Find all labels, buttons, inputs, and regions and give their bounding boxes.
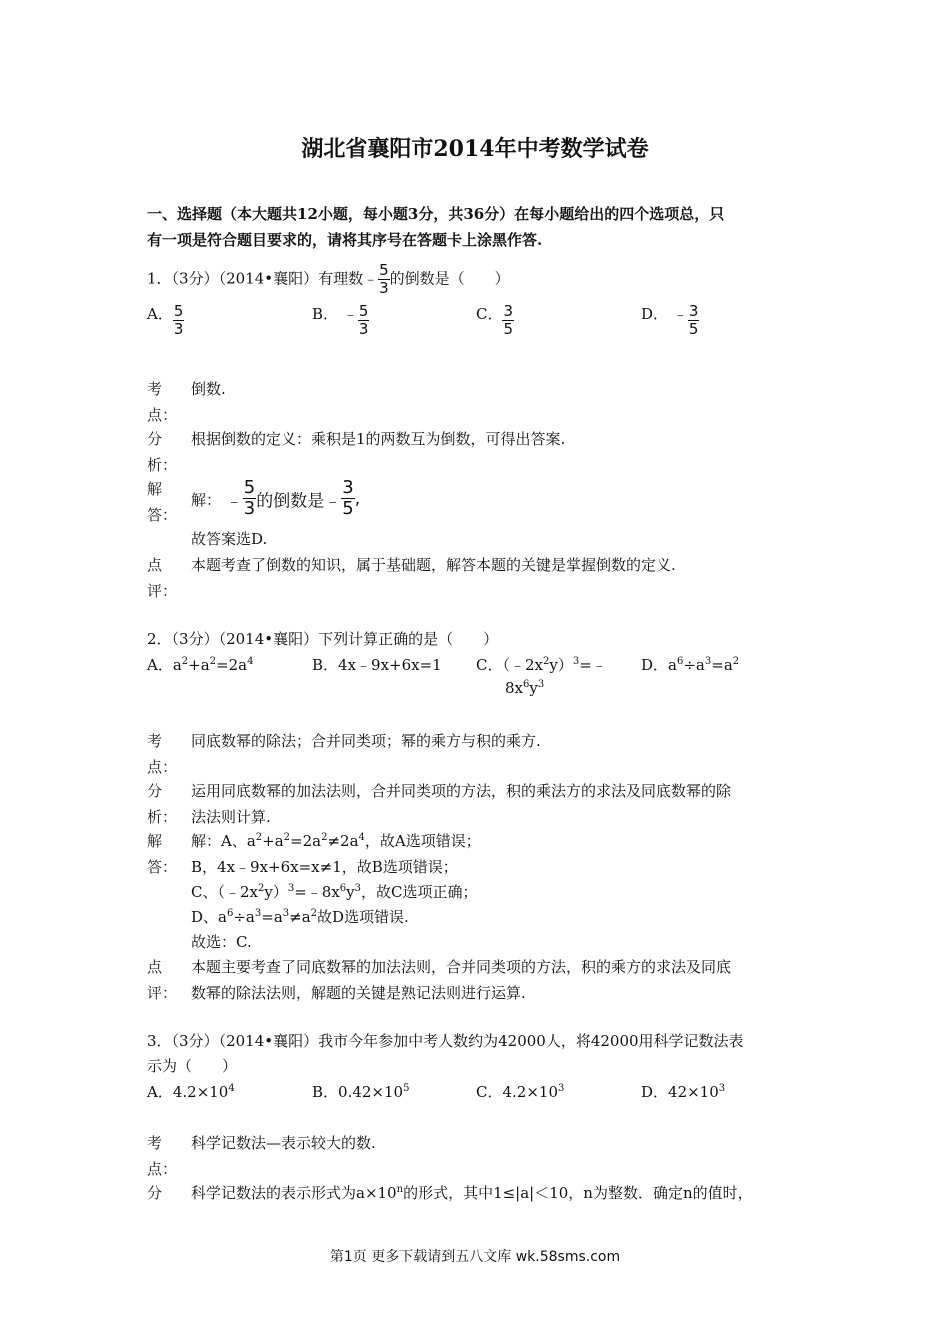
q3-option-d: D．$42\times 10^3$ — [641, 1083, 726, 1101]
page-title: 湖北省襄阳市2014年中考数学试卷 — [301, 136, 649, 162]
q1-option-a: A． $\frac{5}{3}$ — [147, 302, 184, 338]
q2-jieda-line5: 故选：C. — [191, 933, 252, 951]
q1-fenxi-label-2: 析： — [147, 456, 178, 474]
q3-fenxi-label: 分 — [147, 1184, 163, 1202]
q2-fenxi-text-2: 法法则计算. — [191, 808, 271, 826]
q1-fenxi-label: 分 — [147, 430, 163, 448]
q2-fenxi-label-2: 析： — [147, 808, 178, 826]
q1-dianping-label: 点 — [147, 556, 163, 574]
q1-stem-fraction: $\frac{5}{3}$ — [379, 261, 389, 297]
q1-option-d: D． ﹣ $\frac{3}{5}$ — [641, 302, 699, 338]
q2-fenxi-label: 分 — [147, 782, 163, 800]
q3-option-b: B．$0.42\times 10^5$ — [312, 1083, 410, 1101]
q1-fenxi-text: 根据倒数的定义：乘积是1的两数互为倒数，可得出答案. — [191, 430, 566, 448]
q2-stem: 2．（3分）（2014•襄阳）下列计算正确的是（ ） — [147, 630, 499, 648]
q1-option-c: C． $\frac{3}{5}$ — [476, 302, 514, 338]
q3-fenxi-text: 科学记数法的表示形式为$a\times 10^n$的形式，其中1≤|a|＜10，n为整数．确定n的值时， — [191, 1184, 753, 1202]
q2-jieda-line3: C、$(﹣2x^2y)^3=﹣8x^6y^3$，故C选项正确； — [191, 883, 478, 901]
q1-kaodian-text: 倒数. — [191, 380, 226, 398]
q2-dianping-label-2: 评： — [147, 984, 178, 1002]
q2-dianping-label: 点 — [147, 958, 163, 976]
q3-stem-1: 3．（3分）（2014•襄阳）我市今年参加中考人数约为42000人，将42000用科学记数法表 — [147, 1032, 744, 1050]
q2-jieda-label-2: 答： — [147, 858, 178, 876]
q1-jieda-label-2: 答： — [147, 506, 178, 524]
q2-kaodian-text: 同底数幂的除法；合并同类项；幂的乘方与积的乘方. — [191, 732, 541, 750]
q2-jieda-label: 解 — [147, 832, 163, 850]
q2-option-d: D．$a^6\div a^3=a^2$ — [641, 656, 740, 674]
q3-kaodian-text: 科学记数法—表示较大的数. — [191, 1134, 376, 1152]
q1-kaodian-label-2: 点： — [147, 406, 178, 424]
q1-jieda-line2: 故答案选D. — [191, 530, 268, 548]
q2-kaodian-label: 考 — [147, 732, 163, 750]
q1-jieda-formula: ﹣ $\frac{5}{3}$ 的倒数是﹣ $\frac{3}{5}$ , — [225, 477, 361, 519]
page-footer: 第1页 更多下载请到五八文库 wk.58sms.com — [329, 1249, 621, 1265]
q2-option-c-cont: $8x^6y^3$ — [505, 679, 545, 697]
q2-jieda-line4: D、$a^6\div a^3=a^3\ne a^2$故D选项错误. — [191, 908, 409, 926]
q1-option-b: B． ﹣ $\frac{5}{3}$ — [312, 302, 369, 338]
q1-dianping-label-2: 评： — [147, 582, 178, 600]
q3-option-a: A．$4.2\times 10^4$ — [147, 1083, 235, 1101]
q2-jieda-line2: B，4x﹣9x+6x=x≠1，故B选项错误； — [191, 858, 458, 876]
q3-option-c: C．$4.2\times 10^3$ — [476, 1083, 565, 1101]
q2-option-c: C．$(﹣2x^2y)^3=﹣$ — [476, 656, 607, 674]
q1-jieda-label: 解 — [147, 480, 163, 498]
section-heading-line1: 一、选择题（本大题共12小题，每小题3分，共36分）在每小题给出的四个选项总，只 — [147, 205, 725, 223]
q1-dianping-text: 本题考查了倒数的知识，属于基础题，解答本题的关键是掌握倒数的定义. — [191, 556, 676, 574]
q3-stem-2: 示为（ ） — [147, 1057, 238, 1075]
q2-kaodian-label-2: 点： — [147, 758, 178, 776]
q2-dianping-text-2: 数幂的除法法则，解题的关键是熟记法则进行运算. — [191, 984, 526, 1002]
q2-fenxi-text-1: 运用同底数幂的加法法则，合并同类项的方法，积的乘法方的求法及同底数幂的除 — [191, 782, 732, 800]
q1-stem: 1．（3分）（2014•襄阳）有理数﹣ $\frac{5}{3}$ 的倒数是（ ） — [147, 261, 510, 297]
q1-kaodian-label: 考 — [147, 380, 163, 398]
q2-dianping-text-1: 本题主要考查了同底数幂的加法法则，合并同类项的方法，积的乘方的求法及同底 — [191, 958, 732, 976]
q1-jieda-text: 解： ﹣ $\frac{5}{3}$ 的倒数是﹣ $\frac{3}{5}$ , — [191, 477, 361, 519]
q3-kaodian-label: 考 — [147, 1134, 163, 1152]
q2-option-a: A．$a^2+a^2=2a^4$ — [147, 656, 254, 674]
section-heading-line2: 有一项是符合题目要求的，请将其序号在答题卡上涂黑作答. — [147, 231, 543, 249]
q2-option-b: B．4x﹣9x+6x=1 — [312, 656, 442, 674]
q2-jieda-line1: 解：A、$a^2+a^2=2a^2\ne 2a^4$，故A选项错误； — [191, 832, 481, 850]
q3-kaodian-label-2: 点： — [147, 1160, 178, 1178]
